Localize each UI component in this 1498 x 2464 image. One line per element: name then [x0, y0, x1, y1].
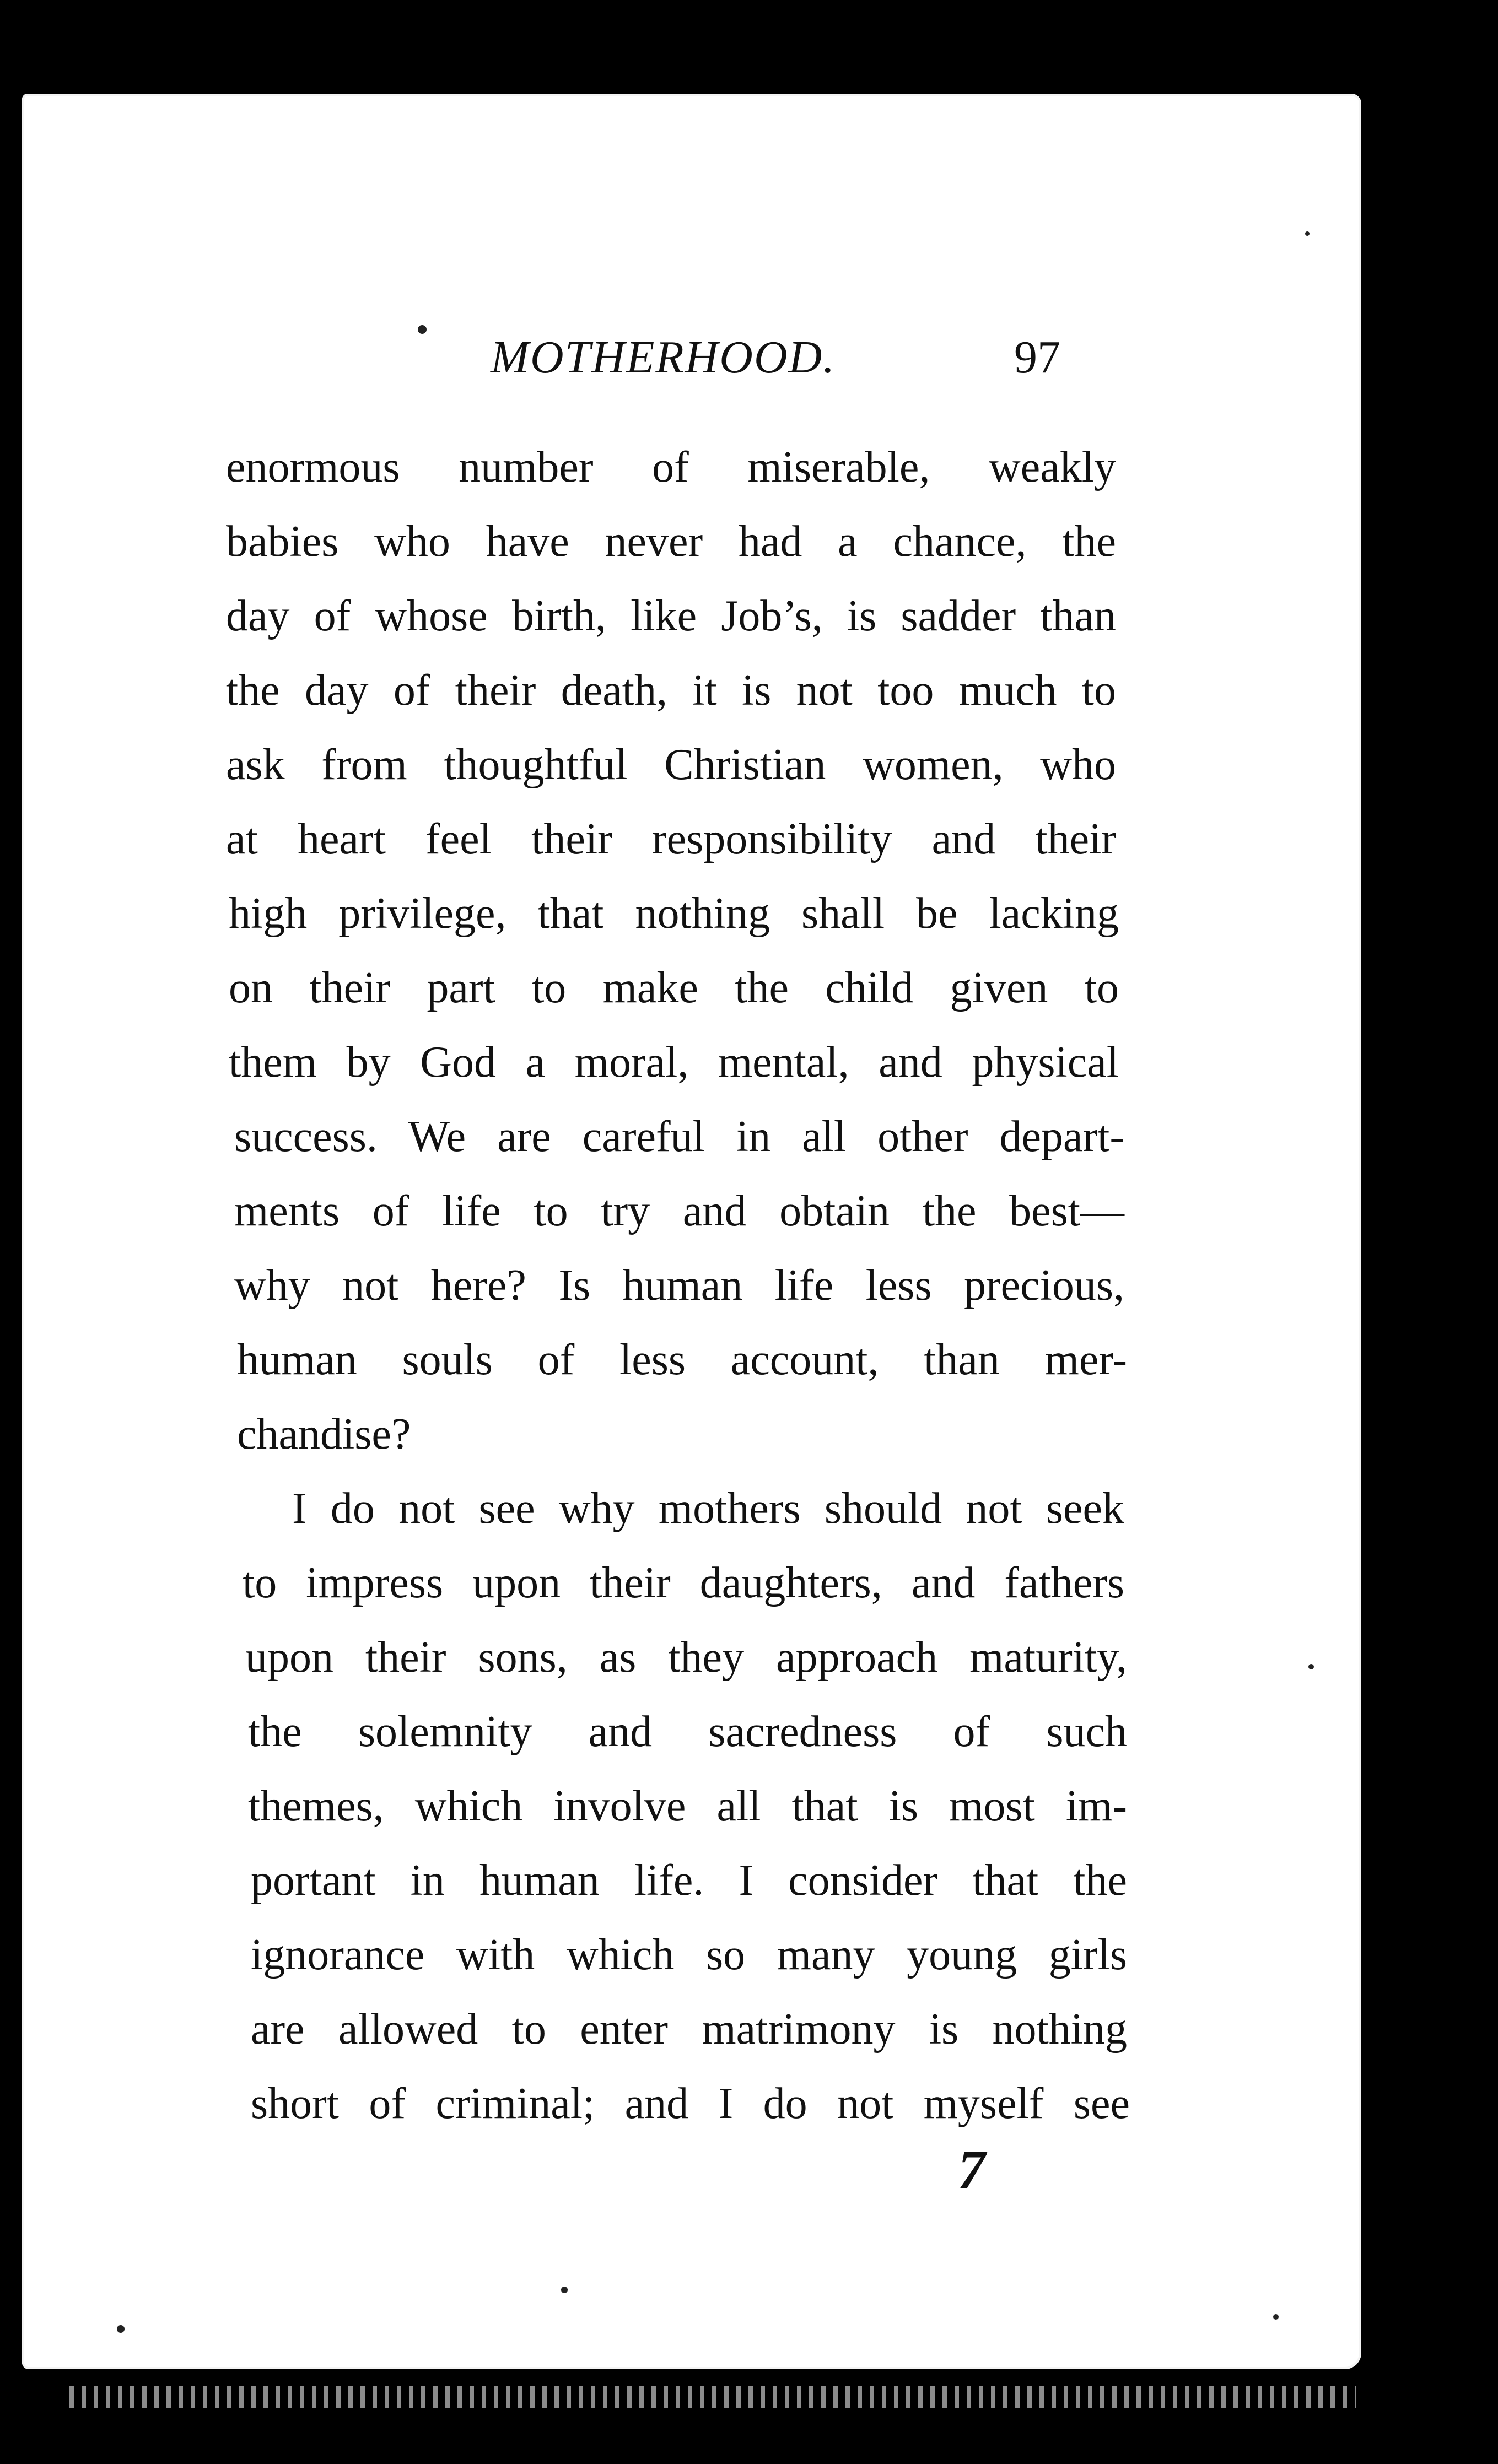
scan-edge-noise	[66, 2386, 1356, 2408]
scan-speck	[1305, 231, 1310, 236]
body-line: high privilege, that nothing shall be lacking	[229, 889, 1119, 938]
body-line: the day of their death, it is not too much to	[226, 666, 1116, 715]
body-line: ments of life to try and obtain the best—	[234, 1187, 1124, 1235]
body-line: to impress upon their daughters, and fathers	[243, 1559, 1124, 1607]
body-line: I do not see why mothers should not seek	[292, 1484, 1124, 1533]
scan-speck	[1308, 1664, 1314, 1669]
body-line: day of whose birth, like Job’s, is sadder than	[226, 592, 1116, 640]
body-line: are allowed to enter matrimony is nothing	[251, 2005, 1127, 2054]
scan-speck	[561, 2287, 568, 2293]
body-line: the solemnity and sacredness of such	[248, 1707, 1127, 1756]
body-line: success. We are careful in all other depart-	[234, 1112, 1124, 1161]
page-number: 97	[1014, 332, 1060, 383]
body-line: on their part to make the child given to	[229, 964, 1119, 1012]
body-line: babies who have never had a chance, the	[226, 517, 1116, 566]
running-title: MOTHERHOOD.	[491, 332, 836, 383]
body-line: human souls of less account, than mer-	[237, 1336, 1127, 1384]
body-line: enormous number of miserable, weakly	[226, 443, 1116, 491]
body-line: portant in human life. I consider that the	[251, 1856, 1127, 1905]
body-line: chandise?	[237, 1410, 411, 1458]
body-line: at heart feel their responsibility and their	[226, 815, 1116, 863]
scan-speck	[1273, 2314, 1279, 2320]
scan-speck	[117, 2325, 125, 2333]
body-line: why not here? Is human life less precious,	[234, 1261, 1124, 1310]
body-line: ignorance with which so many young girls	[251, 1931, 1127, 1979]
body-line: ask from thoughtful Christian women, who	[226, 741, 1116, 789]
signature-mark: 7	[958, 2139, 985, 2200]
body-line: them by God a moral, mental, and physical	[229, 1038, 1119, 1087]
body-line: themes, which involve all that is most im-	[248, 1782, 1127, 1830]
scan-speck	[418, 325, 427, 334]
body-line: short of criminal; and I do not myself see	[251, 2079, 1130, 2128]
body-line: upon their sons, as they approach maturity,	[245, 1633, 1127, 1682]
